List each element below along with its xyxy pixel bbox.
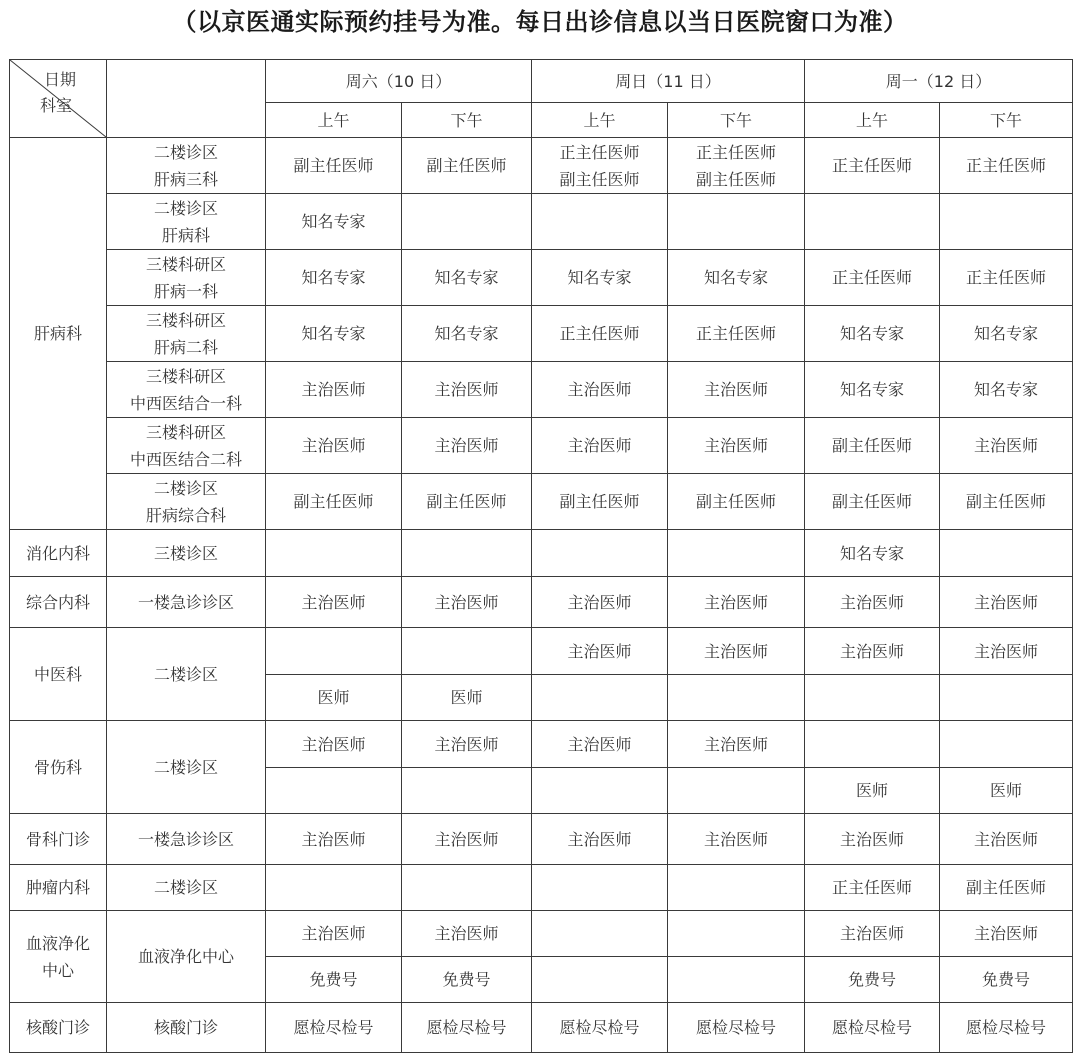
schedule-cell: 知名专家	[402, 250, 532, 306]
dept-cell: 血液净化 中心	[10, 911, 107, 1003]
schedule-cell: 副主任医师	[266, 474, 402, 530]
area-cell: 三楼科研区 肝病二科	[107, 306, 266, 362]
schedule-cell: 副主任医师	[266, 138, 402, 194]
schedule-cell	[402, 768, 532, 814]
header-row-days	[10, 60, 1073, 103]
header-pm: 下午	[668, 103, 805, 138]
schedule-cell: 主治医师	[532, 418, 668, 474]
header-date-label: 日期	[44, 70, 77, 89]
schedule-cell: 主治医师	[805, 628, 940, 675]
schedule-cell: 知名专家	[402, 306, 532, 362]
schedule-cell: 免费号	[940, 957, 1073, 1003]
schedule-cell: 主治医师	[668, 721, 805, 768]
schedule-cell: 主治医师	[532, 814, 668, 865]
dept-cell: 肝病科	[10, 138, 107, 530]
schedule-cell: 正主任医师	[668, 306, 805, 362]
schedule-cell: 副主任医师	[805, 418, 940, 474]
schedule-cell	[668, 530, 805, 577]
table-row	[10, 418, 1073, 474]
schedule-cell: 主治医师	[805, 814, 940, 865]
schedule-cell: 主治医师	[266, 911, 402, 957]
diagonal-header-cell	[10, 60, 107, 138]
table-row	[10, 474, 1073, 530]
schedule-cell	[532, 530, 668, 577]
schedule-cell	[266, 628, 402, 675]
schedule-cell	[668, 865, 805, 911]
schedule-cell: 主治医师	[402, 814, 532, 865]
schedule-cell	[266, 530, 402, 577]
schedule-cell: 正主任医师	[940, 250, 1073, 306]
dept-cell: 核酸门诊	[10, 1003, 107, 1053]
schedule-cell	[532, 194, 668, 250]
schedule-cell: 副主任医师	[402, 474, 532, 530]
schedule-cell: 主治医师	[402, 362, 532, 418]
schedule-cell: 知名专家	[805, 362, 940, 418]
area-cell: 一楼急诊诊区	[107, 814, 266, 865]
dept-cell: 消化内科	[10, 530, 107, 577]
schedule-cell: 副主任医师	[402, 138, 532, 194]
area-cell: 二楼诊区 肝病三科	[107, 138, 266, 194]
schedule-cell: 正主任医师	[940, 138, 1073, 194]
schedule-cell: 副主任医师	[532, 474, 668, 530]
table-row	[10, 1003, 1073, 1053]
schedule-cell	[402, 194, 532, 250]
schedule-cell	[532, 768, 668, 814]
schedule-cell: 主治医师	[402, 577, 532, 628]
header-dept-label: 科室	[40, 96, 73, 115]
table-row	[10, 865, 1073, 911]
table-row	[10, 577, 1073, 628]
area-cell: 一楼急诊诊区	[107, 577, 266, 628]
schedule-cell	[532, 957, 668, 1003]
dept-cell: 骨科门诊	[10, 814, 107, 865]
schedule-cell: 知名专家	[668, 250, 805, 306]
schedule-cell: 主治医师	[266, 814, 402, 865]
schedule-cell: 副主任医师	[668, 474, 805, 530]
schedule-cell	[402, 628, 532, 675]
dept-cell: 肿瘤内科	[10, 865, 107, 911]
header-empty-cell	[107, 60, 266, 138]
table-row	[10, 306, 1073, 362]
schedule-cell: 主治医师	[266, 721, 402, 768]
schedule-cell: 知名专家	[266, 194, 402, 250]
schedule-cell: 医师	[402, 675, 532, 721]
schedule-cell: 主治医师	[402, 418, 532, 474]
schedule-cell	[940, 194, 1073, 250]
area-cell: 二楼诊区	[107, 865, 266, 911]
page-title: （以京医通实际预约挂号为准。每日出诊信息以当日医院窗口为准）	[172, 8, 908, 36]
schedule-cell	[668, 194, 805, 250]
schedule-cell: 知名专家	[532, 250, 668, 306]
schedule-cell: 主治医师	[668, 814, 805, 865]
schedule-cell: 知名专家	[805, 306, 940, 362]
table-row	[10, 721, 1073, 768]
area-cell: 二楼诊区	[107, 721, 266, 814]
schedule-cell	[668, 911, 805, 957]
header-am: 上午	[532, 103, 668, 138]
schedule-cell: 愿检尽检号	[402, 1003, 532, 1053]
table-row	[10, 814, 1073, 865]
schedule-cell: 主治医师	[532, 362, 668, 418]
header-pm: 下午	[402, 103, 532, 138]
header-day-sat: 周六（10 日）	[266, 60, 532, 103]
schedule-cell	[940, 675, 1073, 721]
schedule-cell: 主治医师	[940, 628, 1073, 675]
schedule-table	[9, 59, 1073, 1053]
schedule-cell: 知名专家	[940, 306, 1073, 362]
schedule-cell	[805, 194, 940, 250]
schedule-cell	[668, 957, 805, 1003]
schedule-cell: 知名专家	[266, 250, 402, 306]
schedule-cell: 免费号	[402, 957, 532, 1003]
schedule-cell	[402, 865, 532, 911]
table-row	[10, 250, 1073, 306]
schedule-cell: 愿检尽检号	[668, 1003, 805, 1053]
schedule-cell: 副主任医师	[805, 474, 940, 530]
schedule-cell: 主治医师	[805, 577, 940, 628]
schedule-cell: 知名专家	[266, 306, 402, 362]
area-cell: 三楼诊区	[107, 530, 266, 577]
table-row	[10, 911, 1073, 957]
schedule-cell: 副主任医师	[940, 865, 1073, 911]
schedule-cell: 主治医师	[402, 911, 532, 957]
schedule-cell	[805, 721, 940, 768]
header-am: 上午	[266, 103, 402, 138]
schedule-cell: 主治医师	[402, 721, 532, 768]
schedule-cell: 正主任医师	[805, 138, 940, 194]
schedule-cell	[532, 911, 668, 957]
table-row	[10, 362, 1073, 418]
schedule-cell	[266, 768, 402, 814]
schedule-cell	[266, 865, 402, 911]
table-row	[10, 530, 1073, 577]
schedule-cell: 免费号	[805, 957, 940, 1003]
schedule-cell: 愿检尽检号	[266, 1003, 402, 1053]
schedule-cell: 主治医师	[266, 418, 402, 474]
schedule-cell	[668, 675, 805, 721]
schedule-cell: 愿检尽检号	[805, 1003, 940, 1053]
schedule-cell	[940, 721, 1073, 768]
area-cell: 三楼科研区 中西医结合一科	[107, 362, 266, 418]
schedule-cell	[805, 675, 940, 721]
schedule-cell: 主治医师	[668, 418, 805, 474]
schedule-cell: 主治医师	[532, 577, 668, 628]
schedule-cell: 正主任医师	[805, 250, 940, 306]
schedule-cell: 主治医师	[940, 911, 1073, 957]
area-cell: 核酸门诊	[107, 1003, 266, 1053]
schedule-cell	[940, 530, 1073, 577]
area-cell: 二楼诊区	[107, 628, 266, 721]
schedule-cell: 正主任医师	[805, 865, 940, 911]
dept-cell: 中医科	[10, 628, 107, 721]
header-pm: 下午	[940, 103, 1073, 138]
schedule-cell: 主治医师	[266, 362, 402, 418]
schedule-cell: 主治医师	[532, 628, 668, 675]
schedule-cell: 愿检尽检号	[940, 1003, 1073, 1053]
schedule-cell	[668, 768, 805, 814]
schedule-cell: 主治医师	[940, 814, 1073, 865]
schedule-cell: 免费号	[266, 957, 402, 1003]
schedule-cell: 主治医师	[532, 721, 668, 768]
schedule-cell: 愿检尽检号	[532, 1003, 668, 1053]
schedule-cell: 主治医师	[266, 577, 402, 628]
schedule-cell: 正主任医师 副主任医师	[668, 138, 805, 194]
schedule-cell	[532, 675, 668, 721]
schedule-cell	[402, 530, 532, 577]
area-cell: 三楼科研区 肝病一科	[107, 250, 266, 306]
header-day-mon: 周一（12 日）	[805, 60, 1073, 103]
schedule-cell: 主治医师	[668, 362, 805, 418]
schedule-cell: 主治医师	[668, 577, 805, 628]
schedule-cell: 副主任医师	[940, 474, 1073, 530]
schedule-cell: 医师	[805, 768, 940, 814]
schedule-cell: 主治医师	[805, 911, 940, 957]
table-row	[10, 138, 1073, 194]
dept-cell: 骨伤科	[10, 721, 107, 814]
schedule-cell: 知名专家	[805, 530, 940, 577]
schedule-cell: 主治医师	[668, 628, 805, 675]
area-cell: 三楼科研区 中西医结合二科	[107, 418, 266, 474]
schedule-cell: 主治医师	[940, 577, 1073, 628]
schedule-cell: 医师	[266, 675, 402, 721]
schedule-cell	[532, 865, 668, 911]
area-cell: 血液净化中心	[107, 911, 266, 1003]
area-cell: 二楼诊区 肝病科	[107, 194, 266, 250]
table-row	[10, 628, 1073, 675]
dept-cell: 综合内科	[10, 577, 107, 628]
schedule-cell: 正主任医师	[532, 306, 668, 362]
schedule-cell: 主治医师	[940, 418, 1073, 474]
schedule-cell: 知名专家	[940, 362, 1073, 418]
table-row	[10, 194, 1073, 250]
schedule-cell: 正主任医师 副主任医师	[532, 138, 668, 194]
area-cell: 二楼诊区 肝病综合科	[107, 474, 266, 530]
header-am: 上午	[805, 103, 940, 138]
header-day-sun: 周日（11 日）	[532, 60, 805, 103]
schedule-cell: 医师	[940, 768, 1073, 814]
